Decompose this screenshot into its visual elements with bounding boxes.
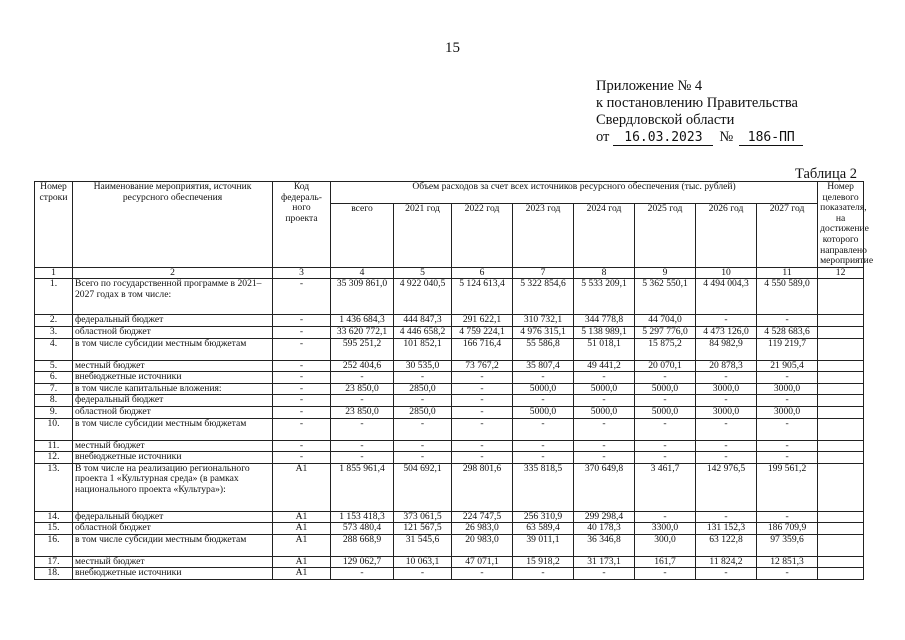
table-row <box>35 338 864 360</box>
row-name: В том числе на реализацию регионального проекта 1 «Культурная среда» (в рамках национального проекта «Культура»): <box>73 463 273 511</box>
row-name: в том числе субсидии местным бюджетам <box>73 338 273 360</box>
column-index: 8 <box>574 267 635 279</box>
cell-total: - <box>331 452 394 464</box>
table-row <box>35 360 864 372</box>
cell-2022: 5 124 613,4 <box>452 279 513 315</box>
cell-2021: 10 063,1 <box>394 556 452 568</box>
row-name: областной бюджет <box>73 326 273 338</box>
row-federal-code: - <box>273 383 331 395</box>
cell-2026: 142 976,5 <box>696 463 757 511</box>
header-total: всего <box>331 203 394 267</box>
cell-2022: - <box>452 568 513 580</box>
cell-2021: - <box>394 568 452 580</box>
cell-2025: 161,7 <box>635 556 696 568</box>
cell-2024: 5 138 989,1 <box>574 326 635 338</box>
row-number: 9. <box>35 406 73 418</box>
row-federal-code: - <box>273 338 331 360</box>
decree-number: 186-ПП <box>739 131 803 146</box>
cell-2021: - <box>394 372 452 384</box>
cell-2027: 3000,0 <box>757 406 818 418</box>
cell-2027: - <box>757 511 818 523</box>
cell-target <box>818 523 864 535</box>
cell-2023: 55 586,8 <box>513 338 574 360</box>
cell-total: 1 436 684,3 <box>331 315 394 327</box>
cell-total: 23 850,0 <box>331 383 394 395</box>
cell-2025: 5 297 776,0 <box>635 326 696 338</box>
cell-2021: 101 852,1 <box>394 338 452 360</box>
cell-2025: - <box>635 395 696 407</box>
row-federal-code: - <box>273 395 331 407</box>
cell-2024: 5000,0 <box>574 383 635 395</box>
cell-2024: 40 178,3 <box>574 523 635 535</box>
cell-2024: 5 533 209,1 <box>574 279 635 315</box>
header-2021: 2021 год <box>394 203 452 267</box>
cell-2023: 4 976 315,1 <box>513 326 574 338</box>
cell-2023: - <box>513 395 574 407</box>
cell-2026: 20 878,3 <box>696 360 757 372</box>
cell-2024: 31 173,1 <box>574 556 635 568</box>
row-federal-code: А1 <box>273 511 331 523</box>
header-target: Номер целевого показателя, на достижение которого направлено мероприятие <box>818 182 864 268</box>
cell-2021: 30 535,0 <box>394 360 452 372</box>
row-name: в том числе субсидии местным бюджетам <box>73 534 273 556</box>
cell-2024: 36 346,8 <box>574 534 635 556</box>
row-name: внебюджетные источники <box>73 452 273 464</box>
cell-2025: 300,0 <box>635 534 696 556</box>
cell-2027: 12 851,3 <box>757 556 818 568</box>
column-index: 12 <box>818 267 864 279</box>
cell-target <box>818 534 864 556</box>
header-federal-code: Код федераль-ного проекта <box>273 182 331 268</box>
header-volume: Объем расходов за счет всех источников ресурсного обеспечения (тыс. рублей) <box>331 182 818 204</box>
cell-2024: 299 298,4 <box>574 511 635 523</box>
cell-2025: - <box>635 452 696 464</box>
cell-2026: 4 473 126,0 <box>696 326 757 338</box>
cell-total: 35 309 861,0 <box>331 279 394 315</box>
cell-2027: 186 709,9 <box>757 523 818 535</box>
column-index: 9 <box>635 267 696 279</box>
cell-2026: 63 122,8 <box>696 534 757 556</box>
cell-total: 129 062,7 <box>331 556 394 568</box>
cell-total: - <box>331 440 394 452</box>
row-federal-code: А1 <box>273 523 331 535</box>
row-federal-code: - <box>273 406 331 418</box>
table-row <box>35 418 864 440</box>
cell-target <box>818 372 864 384</box>
cell-2022: 26 983,0 <box>452 523 513 535</box>
table-row <box>35 395 864 407</box>
cell-2021: 31 545,6 <box>394 534 452 556</box>
table-row <box>35 279 864 315</box>
cell-target <box>818 440 864 452</box>
table-row <box>35 568 864 580</box>
row-federal-code: А1 <box>273 556 331 568</box>
appendix-header <box>596 78 803 146</box>
cell-target <box>818 326 864 338</box>
cell-2027: 3000,0 <box>757 383 818 395</box>
cell-target <box>818 279 864 315</box>
cell-2026: - <box>696 440 757 452</box>
cell-2024: - <box>574 568 635 580</box>
decree-date: 16.03.2023 <box>613 131 713 146</box>
cell-2021: 444 847,3 <box>394 315 452 327</box>
table-caption: Таблица 2 <box>795 166 858 182</box>
cell-2025: 5000,0 <box>635 406 696 418</box>
header-2023: 2023 год <box>513 203 574 267</box>
cell-2025: 5000,0 <box>635 383 696 395</box>
cell-2026: - <box>696 372 757 384</box>
row-name: местный бюджет <box>73 360 273 372</box>
column-index: 1 <box>35 267 73 279</box>
number-label: № <box>719 129 734 145</box>
cell-target <box>818 383 864 395</box>
row-federal-code: - <box>273 279 331 315</box>
cell-2022: 73 767,2 <box>452 360 513 372</box>
row-federal-code: - <box>273 326 331 338</box>
cell-target <box>818 556 864 568</box>
cell-2026: 3000,0 <box>696 406 757 418</box>
row-number: 3. <box>35 326 73 338</box>
cell-2021: 4 922 040,5 <box>394 279 452 315</box>
cell-2025: 3300,0 <box>635 523 696 535</box>
row-number: 15. <box>35 523 73 535</box>
cell-2024: - <box>574 418 635 440</box>
cell-target <box>818 511 864 523</box>
cell-2025: 15 875,2 <box>635 338 696 360</box>
row-name: в том числе субсидии местным бюджетам <box>73 418 273 440</box>
cell-total: - <box>331 395 394 407</box>
cell-target <box>818 406 864 418</box>
cell-2025: - <box>635 511 696 523</box>
cell-total: 288 668,9 <box>331 534 394 556</box>
appendix-line-region: Свердловской области <box>596 112 735 128</box>
cell-2024: 344 778,8 <box>574 315 635 327</box>
cell-2022: - <box>452 440 513 452</box>
appendix-title: Приложение № 4 <box>596 78 703 94</box>
cell-2021: - <box>394 452 452 464</box>
cell-2023: 39 011,1 <box>513 534 574 556</box>
cell-target <box>818 315 864 327</box>
row-name: местный бюджет <box>73 440 273 452</box>
cell-2023: 310 732,1 <box>513 315 574 327</box>
cell-2026: - <box>696 395 757 407</box>
row-number: 6. <box>35 372 73 384</box>
cell-2023: 63 589,4 <box>513 523 574 535</box>
row-name: федеральный бюджет <box>73 315 273 327</box>
row-name: внебюджетные источники <box>73 568 273 580</box>
row-number: 10. <box>35 418 73 440</box>
row-federal-code: - <box>273 418 331 440</box>
row-number: 13. <box>35 463 73 511</box>
page-number: 15 <box>445 40 460 56</box>
row-number: 2. <box>35 315 73 327</box>
header-row-number: Номер строки <box>35 182 73 268</box>
cell-2027: 119 219,7 <box>757 338 818 360</box>
cell-2027: 199 561,2 <box>757 463 818 511</box>
cell-total: - <box>331 418 394 440</box>
cell-total: 1 855 961,4 <box>331 463 394 511</box>
cell-2025: 20 070,1 <box>635 360 696 372</box>
header-2024: 2024 год <box>574 203 635 267</box>
row-number: 5. <box>35 360 73 372</box>
cell-2026: 11 824,2 <box>696 556 757 568</box>
row-federal-code: - <box>273 315 331 327</box>
cell-2022: - <box>452 372 513 384</box>
cell-2025: 44 704,0 <box>635 315 696 327</box>
column-index: 5 <box>394 267 452 279</box>
row-number: 16. <box>35 534 73 556</box>
cell-2024: 51 018,1 <box>574 338 635 360</box>
table-row <box>35 511 864 523</box>
table-row <box>35 452 864 464</box>
cell-2023: - <box>513 440 574 452</box>
table-row <box>35 315 864 327</box>
cell-2025: - <box>635 568 696 580</box>
cell-2024: - <box>574 372 635 384</box>
cell-2027: 97 359,6 <box>757 534 818 556</box>
cell-2023: - <box>513 568 574 580</box>
cell-2021: 121 567,5 <box>394 523 452 535</box>
table-row <box>35 463 864 511</box>
row-federal-code: - <box>273 360 331 372</box>
cell-2022: - <box>452 418 513 440</box>
row-number: 8. <box>35 395 73 407</box>
cell-2021: - <box>394 395 452 407</box>
cell-2022: 298 801,6 <box>452 463 513 511</box>
row-number: 18. <box>35 568 73 580</box>
cell-total: 1 153 418,3 <box>331 511 394 523</box>
column-index: 4 <box>331 267 394 279</box>
cell-target <box>818 338 864 360</box>
table-row <box>35 523 864 535</box>
cell-target <box>818 418 864 440</box>
cell-total: - <box>331 372 394 384</box>
row-federal-code: - <box>273 372 331 384</box>
cell-2023: 5000,0 <box>513 406 574 418</box>
cell-2026: - <box>696 568 757 580</box>
cell-2023: 35 807,4 <box>513 360 574 372</box>
table-row <box>35 372 864 384</box>
cell-2021: - <box>394 418 452 440</box>
cell-target <box>818 568 864 580</box>
cell-2021: 4 446 658,2 <box>394 326 452 338</box>
table-row <box>35 534 864 556</box>
row-name: федеральный бюджет <box>73 511 273 523</box>
cell-2025: 5 362 550,1 <box>635 279 696 315</box>
cell-2022: 291 622,1 <box>452 315 513 327</box>
cell-2026: 131 152,3 <box>696 523 757 535</box>
cell-2023: 5000,0 <box>513 383 574 395</box>
cell-2022: - <box>452 383 513 395</box>
row-name: областной бюджет <box>73 523 273 535</box>
row-number: 4. <box>35 338 73 360</box>
column-index: 10 <box>696 267 757 279</box>
row-federal-code: - <box>273 452 331 464</box>
row-federal-code: А1 <box>273 568 331 580</box>
cell-total: 573 480,4 <box>331 523 394 535</box>
budget-table <box>34 181 874 580</box>
cell-2023: 256 310,9 <box>513 511 574 523</box>
row-number: 7. <box>35 383 73 395</box>
header-name: Наименование мероприятия, источник ресурсного обеспечения <box>73 182 273 268</box>
cell-2025: 3 461,7 <box>635 463 696 511</box>
cell-2022: - <box>452 452 513 464</box>
table-row <box>35 440 864 452</box>
header-2027: 2027 год <box>757 203 818 267</box>
cell-2025: - <box>635 440 696 452</box>
cell-2024: - <box>574 440 635 452</box>
from-label: от <box>596 129 610 145</box>
cell-2025: - <box>635 418 696 440</box>
table-row <box>35 326 864 338</box>
cell-2023: - <box>513 452 574 464</box>
cell-2026: - <box>696 418 757 440</box>
cell-2027: 21 905,4 <box>757 360 818 372</box>
row-federal-code: А1 <box>273 534 331 556</box>
cell-2023: - <box>513 418 574 440</box>
cell-2022: 166 716,4 <box>452 338 513 360</box>
cell-2023: 5 322 854,6 <box>513 279 574 315</box>
row-number: 1. <box>35 279 73 315</box>
row-number: 12. <box>35 452 73 464</box>
cell-2022: 4 759 224,1 <box>452 326 513 338</box>
cell-total: 23 850,0 <box>331 406 394 418</box>
header-2026: 2026 год <box>696 203 757 267</box>
cell-2024: - <box>574 395 635 407</box>
row-name: федеральный бюджет <box>73 395 273 407</box>
cell-2026: 84 982,9 <box>696 338 757 360</box>
header-2025: 2025 год <box>635 203 696 267</box>
cell-2026: - <box>696 452 757 464</box>
cell-2021: 2850,0 <box>394 383 452 395</box>
cell-target <box>818 395 864 407</box>
column-index: 2 <box>73 267 273 279</box>
cell-2022: - <box>452 395 513 407</box>
cell-2027: - <box>757 568 818 580</box>
cell-2021: 2850,0 <box>394 406 452 418</box>
column-index: 6 <box>452 267 513 279</box>
cell-2022: - <box>452 406 513 418</box>
cell-total: 595 251,2 <box>331 338 394 360</box>
cell-total: 33 620 772,1 <box>331 326 394 338</box>
row-number: 17. <box>35 556 73 568</box>
row-federal-code: - <box>273 440 331 452</box>
cell-2027: - <box>757 395 818 407</box>
appendix-line-decree: к постановлению Правительства <box>596 95 798 111</box>
column-index: 7 <box>513 267 574 279</box>
cell-2022: 224 747,5 <box>452 511 513 523</box>
row-name: областной бюджет <box>73 406 273 418</box>
row-name: местный бюджет <box>73 556 273 568</box>
cell-2024: - <box>574 452 635 464</box>
appendix-signature-line <box>596 129 803 146</box>
cell-2021: 504 692,1 <box>394 463 452 511</box>
cell-2024: 49 441,2 <box>574 360 635 372</box>
cell-2026: - <box>696 511 757 523</box>
column-index: 11 <box>757 267 818 279</box>
cell-2023: - <box>513 372 574 384</box>
cell-2027: - <box>757 440 818 452</box>
header-2022: 2022 год <box>452 203 513 267</box>
cell-2021: - <box>394 440 452 452</box>
row-name: Всего по государственной программе в 2021–2027 годах в том числе: <box>73 279 273 315</box>
cell-target <box>818 463 864 511</box>
cell-2023: 15 918,2 <box>513 556 574 568</box>
cell-2022: 47 071,1 <box>452 556 513 568</box>
cell-2027: 4 528 683,6 <box>757 326 818 338</box>
cell-2027: 4 550 589,0 <box>757 279 818 315</box>
cell-target <box>818 360 864 372</box>
table-row <box>35 406 864 418</box>
cell-2027: - <box>757 418 818 440</box>
cell-2025: - <box>635 372 696 384</box>
column-index: 3 <box>273 267 331 279</box>
cell-total: 252 404,6 <box>331 360 394 372</box>
cell-2021: 373 061,5 <box>394 511 452 523</box>
table-row <box>35 383 864 395</box>
cell-2027: - <box>757 315 818 327</box>
cell-2026: 4 494 004,3 <box>696 279 757 315</box>
cell-2027: - <box>757 452 818 464</box>
cell-total: - <box>331 568 394 580</box>
row-number: 11. <box>35 440 73 452</box>
table-row <box>35 556 864 568</box>
cell-2024: 370 649,8 <box>574 463 635 511</box>
column-index-row <box>35 267 864 279</box>
row-number: 14. <box>35 511 73 523</box>
cell-target <box>818 452 864 464</box>
cell-2027: - <box>757 372 818 384</box>
cell-2023: 335 818,5 <box>513 463 574 511</box>
cell-2024: 5000,0 <box>574 406 635 418</box>
cell-2026: 3000,0 <box>696 383 757 395</box>
row-name: в том числе капитальные вложения: <box>73 383 273 395</box>
row-federal-code: А1 <box>273 463 331 511</box>
row-name: внебюджетные источники <box>73 372 273 384</box>
cell-2022: 20 983,0 <box>452 534 513 556</box>
cell-2026: - <box>696 315 757 327</box>
